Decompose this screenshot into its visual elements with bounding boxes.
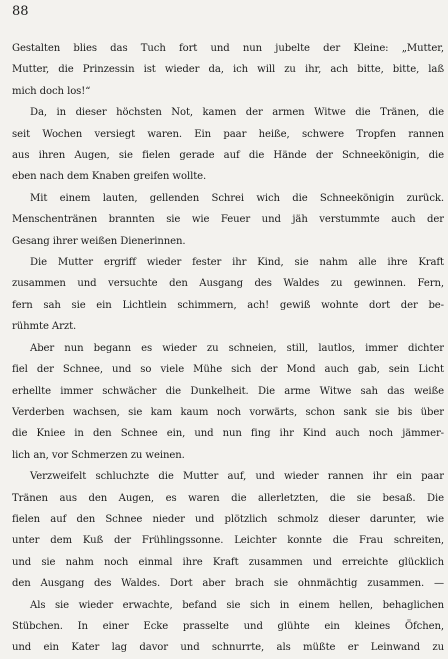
text-line: fielen auf den Schnee nieder und plötzlich schmolz dieser darunter, wie	[12, 513, 444, 525]
text-line: Menschentränen brannten sie wie Feuer und jäh verstummte auch der	[12, 214, 444, 226]
body-text	[12, 38, 444, 659]
text-line: fiel der Schnee, und so viele Mühe sich der Mond auch gab, sein Licht	[12, 364, 444, 376]
page-number: 88	[12, 4, 29, 19]
text-line: lich an, vor Schmerzen zu weinen.	[12, 449, 185, 461]
text-line: Mutter, die Prinzessin ist wieder da, ich will zu ihr, ach bitte, bitte, laß	[12, 64, 444, 76]
text-line: Als sie wieder erwachte, befand sie sich in einem hellen, behaglichen	[30, 599, 444, 611]
text-line: aus ihren Augen, sie fielen gerade auf die Hände der Schneekönigin, die	[12, 150, 444, 162]
text-line: unter dem Kuß der Frühlingssonne. Leichter konnte die Frau schreiten,	[12, 535, 444, 547]
text-line: Gestalten blies das Tuch fort und nun jubelte der Kleine: „Mutter,	[12, 43, 444, 54]
text-line: seit Wochen versiegt waren. Ein paar heiße, schwere Tropfen rannen	[12, 128, 444, 140]
text-line: rühmte Arzt.	[12, 321, 77, 333]
text-line: zusammen und versuchte den Ausgang des Waldes zu gewinnen. Fern,	[12, 278, 444, 290]
text-line: Die Mutter ergriff wieder fester ihr Kind, sie nahm alle ihre Kraft	[30, 257, 444, 269]
text-line: Mit einem lauten, gellenden Schrei wich die Schneekönigin zurück.	[30, 192, 444, 204]
text-line: Tränen aus den Augen, es waren die allerletzten, die sie besaß. Die	[12, 492, 444, 504]
text-line: Da, in dieser höchsten Not, kamen der armen Witwe die Tränen, die	[30, 107, 444, 119]
text-line: den Ausgang des Waldes. Dort aber brach sie ohnmächtig zusammen. —	[12, 578, 444, 590]
text-line: und sie nahm noch einmal ihre Kraft zusammen und erreichte glücklich	[12, 556, 444, 568]
text-line: fern sah sie ein Lichtlein schimmern, ach! gewiß wohnte dort der be-	[12, 299, 444, 311]
text-line: Verderben wachsen, sie kam kaum noch vorwärts, schon sank sie bis über	[12, 406, 444, 418]
text-line: mich doch los!“	[12, 85, 91, 97]
text-line: die Kniee in den Schnee ein, und nun fing ihr Kind auch noch jämmer-	[12, 428, 444, 440]
text-line: eben nach dem Knaben greifen wollte.	[12, 171, 207, 183]
text-line: und ein Kater lag davor und schnurrte, als müßte er Leinwand zu	[12, 642, 444, 654]
text-line: Stübchen. In einer Ecke prasselte und glühte ein kleines Öfchen,	[12, 620, 444, 632]
text-line: Gesang ihrer weißen Dienerinnen.	[12, 235, 186, 247]
text-line: Verzweifelt schluchzte die Mutter auf, und wieder rannen ihr ein paar	[30, 471, 444, 483]
text-line: erhellte immer schwächer die Dunkelheit. Die arme Witwe sah das weiße	[12, 385, 444, 397]
text-line: Aber nun begann es wieder zu schneien, still, lautlos, immer dichter	[30, 342, 444, 354]
